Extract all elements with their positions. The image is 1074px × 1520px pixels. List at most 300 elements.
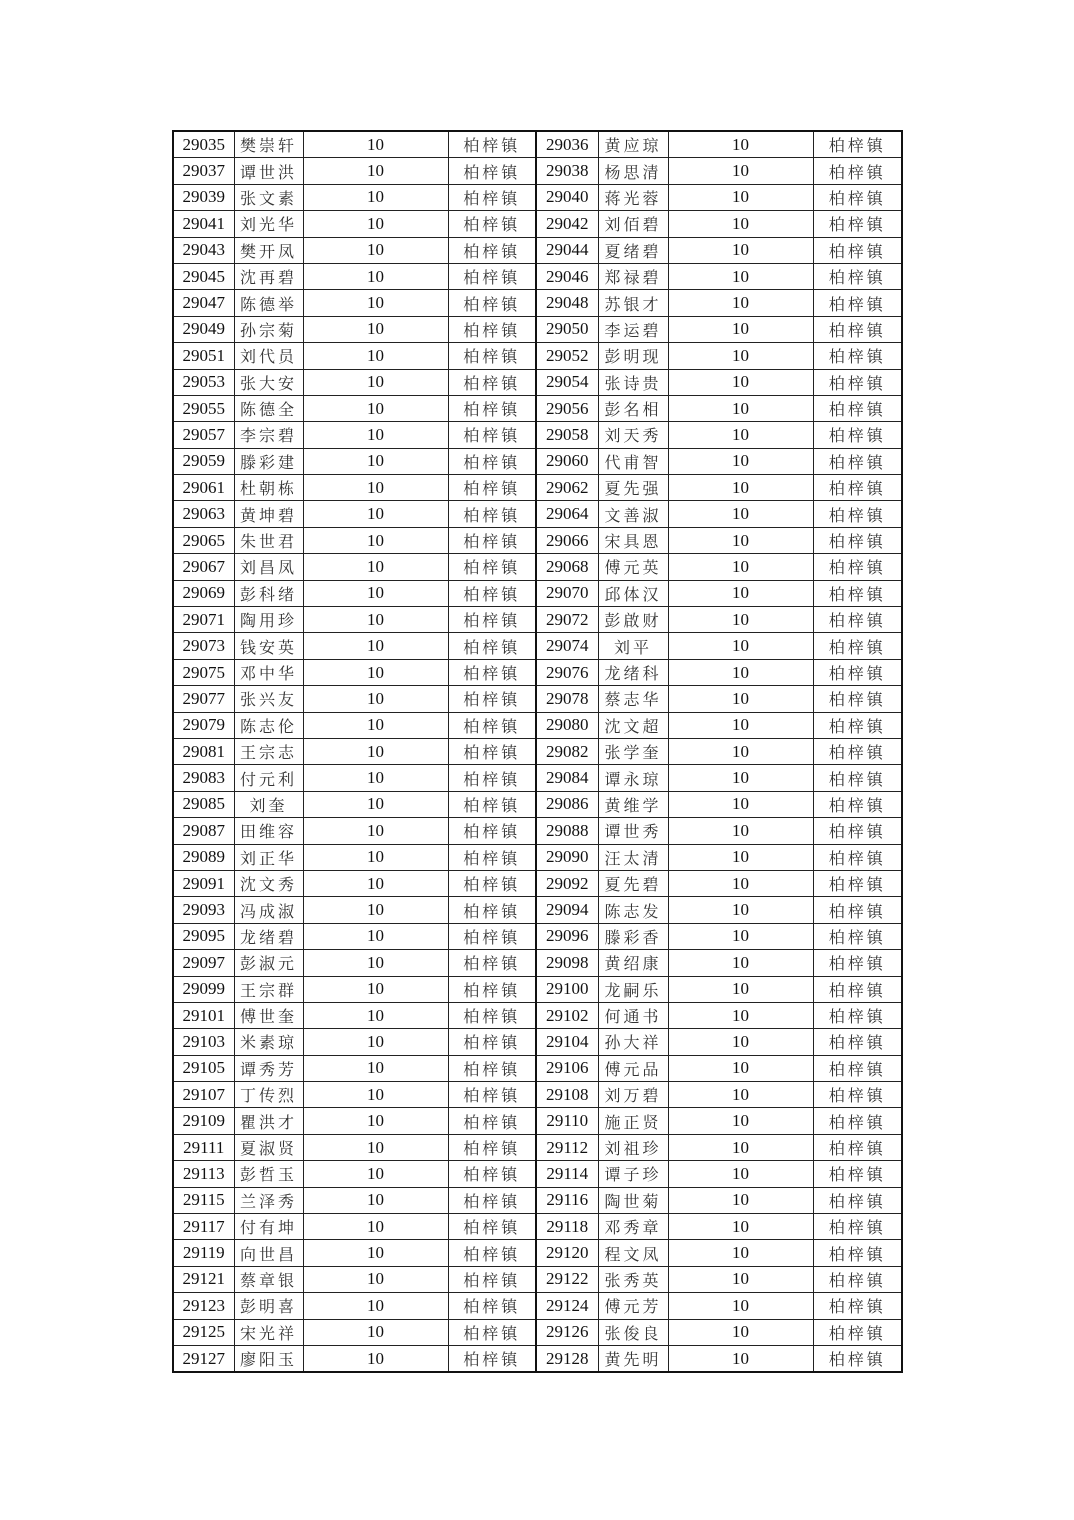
record-id-cell: 29050 [536,316,598,342]
amount-cell: 10 [668,1240,813,1266]
town-name-cell: 柏梓镇 [448,633,536,659]
record-id-cell: 29073 [173,633,234,659]
record-id-cell: 29044 [536,237,598,263]
person-name-cell: 蔡志华 [598,686,668,712]
table-row [173,237,902,263]
amount-cell: 10 [668,554,813,580]
amount-cell: 10 [303,211,448,237]
record-id-cell: 29074 [536,633,598,659]
table-row [173,422,902,448]
town-name-cell: 柏梓镇 [813,897,902,923]
amount-cell: 10 [668,870,813,896]
amount-cell: 10 [668,659,813,685]
town-name-cell: 柏梓镇 [448,448,536,474]
amount-cell: 10 [303,1108,448,1134]
person-name-cell: 宋光祥 [234,1319,303,1345]
person-name-cell: 刘佰碧 [598,211,668,237]
record-id-cell: 29089 [173,844,234,870]
amount-cell: 10 [303,1319,448,1345]
town-name-cell: 柏梓镇 [448,844,536,870]
town-name-cell: 柏梓镇 [813,818,902,844]
table-row [173,950,902,976]
record-id-cell: 29099 [173,976,234,1002]
person-name-cell: 彭名相 [598,395,668,421]
table-row [173,659,902,685]
amount-cell: 10 [303,659,448,685]
town-name-cell: 柏梓镇 [813,976,902,1002]
table-row [173,1214,902,1240]
record-id-cell: 29064 [536,501,598,527]
person-name-cell: 樊开凤 [234,237,303,263]
table-row [173,158,902,184]
person-name-cell: 朱世君 [234,527,303,553]
person-name-cell: 邓秀章 [598,1214,668,1240]
town-name-cell: 柏梓镇 [448,1319,536,1345]
town-name-cell: 柏梓镇 [448,1214,536,1240]
record-id-cell: 29043 [173,237,234,263]
amount-cell: 10 [303,1029,448,1055]
town-name-cell: 柏梓镇 [813,791,902,817]
amount-cell: 10 [303,343,448,369]
amount-cell: 10 [668,1161,813,1187]
amount-cell: 10 [668,580,813,606]
amount-cell: 10 [668,211,813,237]
table-row [173,1293,902,1319]
amount-cell: 10 [668,897,813,923]
amount-cell: 10 [668,712,813,738]
town-name-cell: 柏梓镇 [448,1240,536,1266]
amount-cell: 10 [303,422,448,448]
town-name-cell: 柏梓镇 [813,712,902,738]
person-name-cell: 付元利 [234,765,303,791]
town-name-cell: 柏梓镇 [813,1319,902,1345]
town-name-cell: 柏梓镇 [448,870,536,896]
amount-cell: 10 [668,527,813,553]
person-name-cell: 陶世菊 [598,1187,668,1213]
town-name-cell: 柏梓镇 [448,791,536,817]
amount-cell: 10 [303,1055,448,1081]
record-id-cell: 29054 [536,369,598,395]
amount-cell: 10 [668,923,813,949]
person-name-cell: 刘奎 [234,791,303,817]
town-name-cell: 柏梓镇 [448,607,536,633]
amount-cell: 10 [303,448,448,474]
town-name-cell: 柏梓镇 [813,844,902,870]
record-id-cell: 29083 [173,765,234,791]
town-name-cell: 柏梓镇 [813,1187,902,1213]
record-id-cell: 29076 [536,659,598,685]
table-row [173,1161,902,1187]
table-row [173,1082,902,1108]
record-id-cell: 29057 [173,422,234,448]
amount-cell: 10 [303,131,448,158]
table-row [173,580,902,606]
person-name-cell: 谭永琼 [598,765,668,791]
record-id-cell: 29113 [173,1161,234,1187]
amount-cell: 10 [303,818,448,844]
town-name-cell: 柏梓镇 [448,923,536,949]
record-id-cell: 29093 [173,897,234,923]
person-name-cell: 李宗碧 [234,422,303,448]
person-name-cell: 彭明现 [598,343,668,369]
person-name-cell: 张兴友 [234,686,303,712]
person-name-cell: 宋具恩 [598,527,668,553]
person-name-cell: 龙绪科 [598,659,668,685]
record-id-cell: 29122 [536,1266,598,1292]
town-name-cell: 柏梓镇 [813,738,902,764]
table-row [173,1108,902,1134]
amount-cell: 10 [668,686,813,712]
town-name-cell: 柏梓镇 [813,290,902,316]
town-name-cell: 柏梓镇 [448,818,536,844]
record-id-cell: 29067 [173,554,234,580]
record-id-cell: 29070 [536,580,598,606]
town-name-cell: 柏梓镇 [813,1082,902,1108]
person-name-cell: 张文素 [234,184,303,210]
record-id-cell: 29105 [173,1055,234,1081]
person-name-cell: 刘祖珍 [598,1134,668,1160]
person-name-cell: 黄绍康 [598,950,668,976]
amount-cell: 10 [303,765,448,791]
record-id-cell: 29114 [536,1161,598,1187]
table-row [173,1002,902,1028]
town-name-cell: 柏梓镇 [448,237,536,263]
table-body [173,131,902,1372]
amount-cell: 10 [303,527,448,553]
person-name-cell: 钱安英 [234,633,303,659]
person-name-cell: 郑禄碧 [598,263,668,289]
table-row [173,844,902,870]
person-name-cell: 丁传烈 [234,1082,303,1108]
table-row [173,316,902,342]
person-name-cell: 刘正华 [234,844,303,870]
town-name-cell: 柏梓镇 [448,527,536,553]
town-name-cell: 柏梓镇 [813,1134,902,1160]
record-id-cell: 29084 [536,765,598,791]
record-id-cell: 29077 [173,686,234,712]
person-name-cell: 陶用珍 [234,607,303,633]
table-row [173,1029,902,1055]
amount-cell: 10 [303,686,448,712]
record-id-cell: 29106 [536,1055,598,1081]
amount-cell: 10 [668,290,813,316]
amount-cell: 10 [303,633,448,659]
town-name-cell: 柏梓镇 [813,686,902,712]
record-id-cell: 29120 [536,1240,598,1266]
person-name-cell: 付有坤 [234,1214,303,1240]
person-name-cell: 张学奎 [598,738,668,764]
amount-cell: 10 [303,1293,448,1319]
town-name-cell: 柏梓镇 [813,1055,902,1081]
record-id-cell: 29038 [536,158,598,184]
person-name-cell: 米素琼 [234,1029,303,1055]
town-name-cell: 柏梓镇 [813,131,902,158]
town-name-cell: 柏梓镇 [813,923,902,949]
record-id-cell: 29039 [173,184,234,210]
town-name-cell: 柏梓镇 [813,475,902,501]
person-name-cell: 邓中华 [234,659,303,685]
table-row [173,343,902,369]
record-id-cell: 29049 [173,316,234,342]
amount-cell: 10 [668,1029,813,1055]
person-name-cell: 陈德举 [234,290,303,316]
amount-cell: 10 [303,791,448,817]
person-name-cell: 孙宗菊 [234,316,303,342]
record-id-cell: 29053 [173,369,234,395]
table-row [173,923,902,949]
amount-cell: 10 [668,369,813,395]
town-name-cell: 柏梓镇 [448,686,536,712]
person-name-cell: 樊崇轩 [234,131,303,158]
table-row [173,712,902,738]
town-name-cell: 柏梓镇 [448,659,536,685]
amount-cell: 10 [303,844,448,870]
town-name-cell: 柏梓镇 [813,1240,902,1266]
person-name-cell: 彭啟财 [598,607,668,633]
table-row [173,1319,902,1345]
table-row [173,263,902,289]
table-row [173,1240,902,1266]
amount-cell: 10 [303,263,448,289]
record-id-cell: 29092 [536,870,598,896]
town-name-cell: 柏梓镇 [813,659,902,685]
town-name-cell: 柏梓镇 [448,950,536,976]
roster-table [172,130,903,1373]
amount-cell: 10 [668,343,813,369]
record-id-cell: 29126 [536,1319,598,1345]
amount-cell: 10 [668,976,813,1002]
table-row [173,976,902,1002]
person-name-cell: 邱体汉 [598,580,668,606]
person-name-cell: 李运碧 [598,316,668,342]
record-id-cell: 29098 [536,950,598,976]
town-name-cell: 柏梓镇 [813,158,902,184]
person-name-cell: 滕彩香 [598,923,668,949]
record-id-cell: 29051 [173,343,234,369]
town-name-cell: 柏梓镇 [813,870,902,896]
town-name-cell: 柏梓镇 [448,976,536,1002]
person-name-cell: 程文凤 [598,1240,668,1266]
table-row [173,1055,902,1081]
person-name-cell: 刘万碧 [598,1082,668,1108]
amount-cell: 10 [303,950,448,976]
amount-cell: 10 [303,369,448,395]
amount-cell: 10 [668,765,813,791]
person-name-cell: 廖阳玉 [234,1345,303,1372]
table-row [173,211,902,237]
town-name-cell: 柏梓镇 [448,1029,536,1055]
record-id-cell: 29068 [536,554,598,580]
record-id-cell: 29109 [173,1108,234,1134]
record-id-cell: 29082 [536,738,598,764]
amount-cell: 10 [668,607,813,633]
town-name-cell: 柏梓镇 [813,422,902,448]
person-name-cell: 田维容 [234,818,303,844]
amount-cell: 10 [303,738,448,764]
person-name-cell: 孙大祥 [598,1029,668,1055]
amount-cell: 10 [303,1187,448,1213]
town-name-cell: 柏梓镇 [813,1108,902,1134]
table-row [173,607,902,633]
record-id-cell: 29035 [173,131,234,158]
person-name-cell: 张俊良 [598,1319,668,1345]
town-name-cell: 柏梓镇 [813,1345,902,1372]
amount-cell: 10 [668,1319,813,1345]
amount-cell: 10 [303,1134,448,1160]
town-name-cell: 柏梓镇 [813,501,902,527]
table-row [173,475,902,501]
town-name-cell: 柏梓镇 [813,316,902,342]
town-name-cell: 柏梓镇 [813,950,902,976]
person-name-cell: 陈志伦 [234,712,303,738]
record-id-cell: 29111 [173,1134,234,1160]
table-row [173,501,902,527]
person-name-cell: 代甫智 [598,448,668,474]
record-id-cell: 29087 [173,818,234,844]
town-name-cell: 柏梓镇 [813,237,902,263]
person-name-cell: 施正贤 [598,1108,668,1134]
town-name-cell: 柏梓镇 [448,475,536,501]
record-id-cell: 29036 [536,131,598,158]
town-name-cell: 柏梓镇 [813,765,902,791]
table-row [173,184,902,210]
town-name-cell: 柏梓镇 [813,1266,902,1292]
amount-cell: 10 [303,1266,448,1292]
table-row [173,395,902,421]
town-name-cell: 柏梓镇 [448,1055,536,1081]
record-id-cell: 29069 [173,580,234,606]
amount-cell: 10 [668,1214,813,1240]
amount-cell: 10 [668,237,813,263]
record-id-cell: 29094 [536,897,598,923]
record-id-cell: 29086 [536,791,598,817]
person-name-cell: 苏银才 [598,290,668,316]
person-name-cell: 张秀英 [598,1266,668,1292]
person-name-cell: 蒋光蓉 [598,184,668,210]
amount-cell: 10 [668,950,813,976]
amount-cell: 10 [668,263,813,289]
town-name-cell: 柏梓镇 [813,1293,902,1319]
record-id-cell: 29096 [536,923,598,949]
table-row [173,738,902,764]
town-name-cell: 柏梓镇 [813,1161,902,1187]
table-row [173,765,902,791]
table-row [173,633,902,659]
table-row [173,448,902,474]
amount-cell: 10 [303,475,448,501]
amount-cell: 10 [303,923,448,949]
record-id-cell: 29078 [536,686,598,712]
amount-cell: 10 [303,290,448,316]
town-name-cell: 柏梓镇 [813,527,902,553]
amount-cell: 10 [668,633,813,659]
record-id-cell: 29056 [536,395,598,421]
record-id-cell: 29119 [173,1240,234,1266]
record-id-cell: 29071 [173,607,234,633]
town-name-cell: 柏梓镇 [813,211,902,237]
record-id-cell: 29042 [536,211,598,237]
person-name-cell: 向世昌 [234,1240,303,1266]
person-name-cell: 蔡章银 [234,1266,303,1292]
town-name-cell: 柏梓镇 [448,184,536,210]
table-row [173,791,902,817]
town-name-cell: 柏梓镇 [448,897,536,923]
town-name-cell: 柏梓镇 [448,1293,536,1319]
record-id-cell: 29125 [173,1319,234,1345]
person-name-cell: 彭淑元 [234,950,303,976]
record-id-cell: 29058 [536,422,598,448]
person-name-cell: 冯成淑 [234,897,303,923]
person-name-cell: 谭世秀 [598,818,668,844]
person-name-cell: 傅世奎 [234,1002,303,1028]
record-id-cell: 29110 [536,1108,598,1134]
town-name-cell: 柏梓镇 [448,395,536,421]
town-name-cell: 柏梓镇 [448,316,536,342]
town-name-cell: 柏梓镇 [448,554,536,580]
amount-cell: 10 [303,1082,448,1108]
town-name-cell: 柏梓镇 [813,369,902,395]
table-row [173,369,902,395]
person-name-cell: 沈再碧 [234,263,303,289]
amount-cell: 10 [668,1082,813,1108]
town-name-cell: 柏梓镇 [448,1002,536,1028]
person-name-cell: 滕彩建 [234,448,303,474]
town-name-cell: 柏梓镇 [448,1266,536,1292]
town-name-cell: 柏梓镇 [448,290,536,316]
amount-cell: 10 [668,395,813,421]
town-name-cell: 柏梓镇 [813,1214,902,1240]
person-name-cell: 谭世洪 [234,158,303,184]
table-row [173,554,902,580]
person-name-cell: 文善淑 [598,501,668,527]
record-id-cell: 29048 [536,290,598,316]
table-row [173,131,902,158]
record-id-cell: 29080 [536,712,598,738]
town-name-cell: 柏梓镇 [813,184,902,210]
table-row [173,1134,902,1160]
record-id-cell: 29052 [536,343,598,369]
town-name-cell: 柏梓镇 [448,158,536,184]
person-name-cell: 夏先碧 [598,870,668,896]
amount-cell: 10 [668,1266,813,1292]
person-name-cell: 杨思清 [598,158,668,184]
town-name-cell: 柏梓镇 [813,580,902,606]
amount-cell: 10 [668,818,813,844]
amount-cell: 10 [668,1108,813,1134]
record-id-cell: 29072 [536,607,598,633]
amount-cell: 10 [303,554,448,580]
person-name-cell: 傅元品 [598,1055,668,1081]
amount-cell: 10 [668,422,813,448]
person-name-cell: 汪太清 [598,844,668,870]
town-name-cell: 柏梓镇 [448,369,536,395]
town-name-cell: 柏梓镇 [448,1108,536,1134]
record-id-cell: 29102 [536,1002,598,1028]
record-id-cell: 29127 [173,1345,234,1372]
record-id-cell: 29116 [536,1187,598,1213]
record-id-cell: 29097 [173,950,234,976]
person-name-cell: 彭哲玉 [234,1161,303,1187]
record-id-cell: 29046 [536,263,598,289]
amount-cell: 10 [668,791,813,817]
person-name-cell: 兰泽秀 [234,1187,303,1213]
amount-cell: 10 [668,1002,813,1028]
table-row [173,818,902,844]
person-name-cell: 何通书 [598,1002,668,1028]
table-row [173,1266,902,1292]
record-id-cell: 29095 [173,923,234,949]
person-name-cell: 刘光华 [234,211,303,237]
